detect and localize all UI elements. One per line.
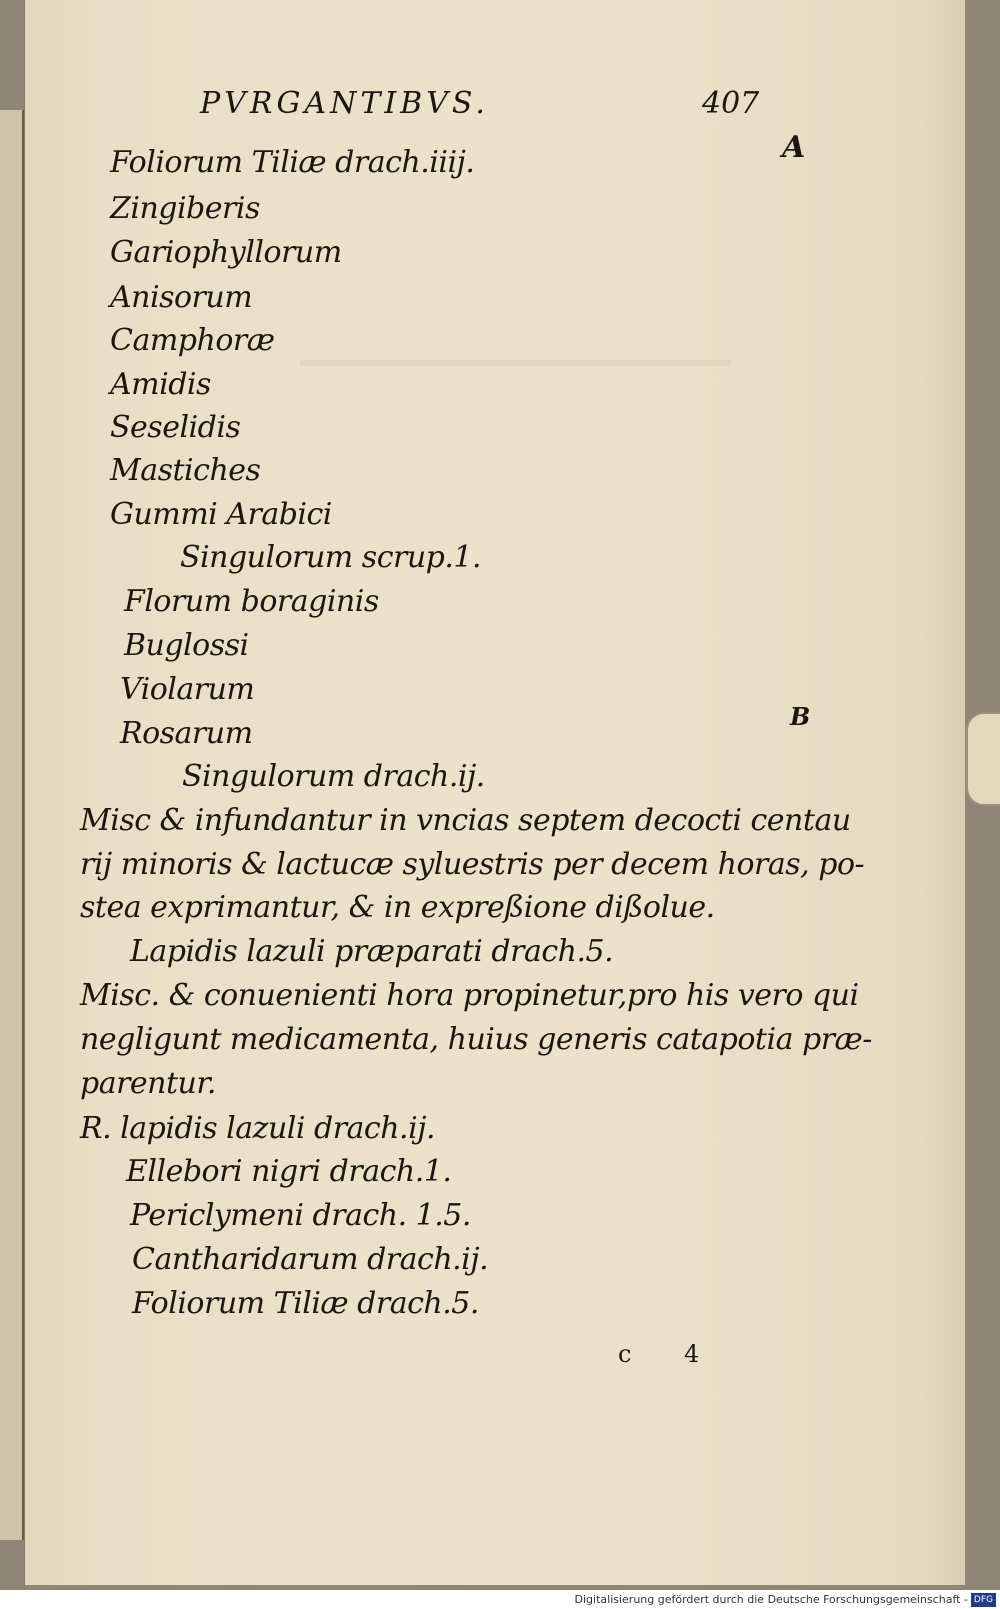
text-line: Foliorum Tiliæ drach.5. [132, 1286, 479, 1321]
text-line: Florum boraginis [124, 584, 379, 619]
text-line: parentur. [80, 1066, 216, 1101]
text-line: negligunt medicamenta, huius generis catapotia præ- [80, 1022, 872, 1057]
margin-letter-b: B [790, 702, 811, 731]
page-edge-tab [966, 712, 1000, 806]
facing-page-edge [0, 110, 24, 1540]
text-line: Amidis [110, 367, 211, 402]
digitization-credit [0, 1591, 1000, 1609]
signature-mark: 4 [684, 1340, 700, 1368]
text-line: R. lapidis lazuli drach.ij. [80, 1111, 436, 1146]
page-number: 407 [702, 86, 760, 121]
text-line: Anisorum [110, 280, 253, 315]
text-line: Gummi Arabici [110, 497, 332, 532]
running-title: PVRGANTIBVS. [200, 86, 489, 121]
text-line: Singulorum scrup.1. [180, 540, 482, 575]
show-through-texture [300, 360, 730, 366]
text-line: Periclymeni drach. 1.5. [130, 1198, 471, 1233]
text-line: Buglossi [124, 628, 249, 663]
text-line: rij minoris & lactucæ syluestris per decem horas, po- [80, 847, 865, 882]
text-line: Violarum [120, 672, 255, 707]
text-line: Foliorum Tiliæ drach.iiij. [110, 145, 475, 180]
text-line: Gariophyllorum [110, 235, 342, 270]
dfg-logo: DFG [971, 1593, 996, 1607]
credit-text: Digitalisierung gefördert durch die Deutsche Forschungsgemeinschaft - [574, 1593, 968, 1606]
text-line: Misc & infundantur in vncias septem decocti centau [80, 803, 851, 838]
text-line: Ellebori nigri drach.1. [126, 1154, 452, 1189]
text-line: Rosarum [120, 716, 253, 751]
text-line: Camphoræ [110, 323, 275, 358]
text-line: Zingiberis [110, 191, 260, 226]
text-line: stea exprimantur, & in expreßione dißolue. [80, 890, 715, 925]
margin-letter-a: A [782, 130, 806, 165]
signature-mark: c [618, 1340, 632, 1368]
text-line: Singulorum drach.ij. [182, 759, 485, 794]
text-line: Misc. & conuenienti hora propinetur,pro his vero qui [80, 978, 859, 1013]
text-line: Lapidis lazuli præparati drach.5. [130, 934, 614, 969]
text-line: Seselidis [110, 410, 241, 445]
text-line: Mastiches [110, 453, 261, 488]
text-line: Cantharidarum drach.ij. [132, 1242, 489, 1277]
